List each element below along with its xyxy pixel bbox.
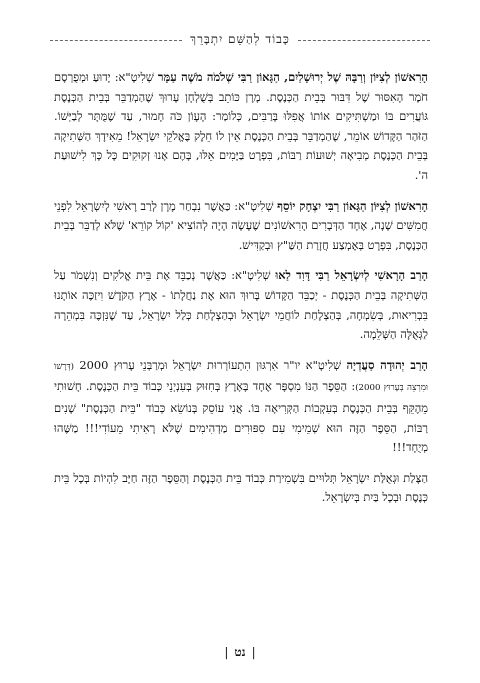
footer-bar-left: | [224,645,229,659]
quote-text-continued: : הַסֵּפֶר הַנּוֹ מִסְפָּר אֶחָד בָּאָרֶץ בְּחִזּוּק בְּעִנְיְנֵי כְּבוֹד בֵּית הַכְּנֶסֶת. חָשׁוּתִי מֵהֶקֵּף בְּבֵית הַכְּנֶסֶת בְּעִקְבוֹת הַקְּרִיאָה בּוֹ. אֲנִי עוֹסֵק בְּנוֹשֵׂא כְּבוֹד "בֵּית הַכְּנֶסֶת" שָׁנִים רַבּוֹת, הַסֵּפֶר הַזֶּה הוּא שְׁמֵימִי עִם סִפּוּרִים מַדְהִימִים שֶׁלֹּא רָאִיתִי מֵעוֹדִי!!! מַשֶּׁהוּ מְיֻחָד!!! [54,379,428,455]
page-footer [0,645,480,660]
parenthetical-note: (דְּרָשׁוֹ וּמִרְצֵה בְּעָרוּץ 2000) [54,361,429,394]
body-text [54,68,428,519]
quote-text: שְׁלִיטָ"א: כַּאֲשֶׁר נְכַבֵּד אֶת בֵּית אֱלֹקִים וְנִשְׁמֹר עַל הַשְּׁתִיקָה בְּבֵית הַכְּנֶסֶת - יְכַבֵּד הַקָּדוֹשׁ בָּרוּךְ הוּא אֶת נַחֲלָתוֹ - אֶרֶץ הַקֹּדֶשׁ וִיזַכֶּה אוֹתָנוּ בִּבְרִיאוּת, בְּשִׂמְחָה, בְּהַצְלָחַת לוֹחֲמֵי יִשְׂרָאֵל וּבְהַצְלָחַת כְּלַל יִשְׂרָאֵל, עַד שֶׁנִּזְכֶּה בִּמְהֵרָה לַגְּאֻלָּה הַשְּׁלֵמָה. [54,268,428,342]
paragraph-rabbi-yosef [54,197,428,256]
quote-text: שְׁלִיטָ"א: כַּאֲשֶׁר נִבְחַר מָרָן לְרַב רָאשִׁי לְיִשְׂרָאֵל לִפְנֵי חֲמִשִּׁים שָׁנָה, אֶחָד הַדְּבָרִים הָרִאשׁוֹנִים שֶׁעָשָׂה הָיָה לְהוֹצִיא 'קוֹל קוֹרֵא' שֶׁלֹּא לְדַבֵּר בְּבֵית הַכְּנֶסֶת, בִּפְרָט בְּאֶמְצַע חֲזָרַת הַשַּׁ"ץ וּבְקַדִּישׁ. [54,198,428,252]
quote-text: שְׁלִיטָ"א: יָדוּעַ וּמְפֻרְסָם חֹמֶר הָאִסּוּר שֶׁל דִּבּוּר בְּבֵית הַכְּנֶסֶת. מָרָן כּוֹתֵב בְּשֻׁלְחָן עָרוּךְ שֶׁהַמְדַבֵּר בְּבֵית הַכְּנֶסֶת גּוֹעֲרִים בּוֹ וּמַשְׁתִּיקִים אוֹתוֹ אֲפִלּוּ בָּרַבִּים, כְּלוֹמַר: הָעָוֹן כֹּה חָמוּר, עַד שֶׁמֻּתָּר לְבַיְּשׁוֹ. הַזֹּהַר הַקָּדוֹשׁ אוֹמֵר, שֶׁהַמְדַבֵּר בְּבֵית הַכְּנֶסֶת אֵין לוֹ חֵלֶק בֶּאֱלֹקֵי יִשְׂרָאֵל! מֵאִידָךְ הַשְּׁתִיקָה בְּבֵית הַכְּנֶסֶת מְבִיאָה יְשׁוּעוֹת רַבּוֹת, בִּפְרָט בַּיָּמִים אֵלּוּ, בָּהֶם אָנוּ זְקוּקִים כָּל כָּךְ לִישׁוּעַת ה'. [54,70,428,182]
header-title: כָּבוֹד לְהַשֵּׁם יִתְבָּרֵךְ [190,31,290,46]
quote-text: שְׁלִיטָ"א יו"ר אִרְגּוּן הִתְעוֹרְרוּת יִשְׂרָאֵל וּמְרַבְּנֵי עָרוּץ 2000 [74,357,347,372]
paragraph-rabbi-amar [54,68,428,186]
speaker-name: הָרַב הָרָאשִׁי לְיִשְׂרָאֵל רַבִּי דָּוִד לַאוּ [275,268,428,283]
running-header [50,30,430,48]
paragraph-rabbi-saadia [54,356,428,458]
header-divider-left [50,40,182,41]
paragraph-closing [54,469,428,508]
speaker-name: הָרַב יְהוּדָה סַעֲדְיָה [346,357,428,372]
header-divider-right [298,40,430,41]
speaker-name: הָרִאשׁוֹן לְצִיּוֹן וְרַבָּהּ שֶׁל יְרוּשָׁלַיִם, הַגָּאוֹן רַבִּי שְׁלֹמֹה מֹשֶׁה עַמָּר [157,70,428,84]
footer-bar-right: | [251,645,256,659]
paragraph-rabbi-lau [54,266,428,344]
page-number: נט [234,645,246,659]
speaker-name: הָרִאשׁוֹן לְצִיּוֹן הַגָּאוֹן רַבִּי יִצְחָק יוֹסֵף [277,198,429,213]
closing-text: הַצָּלַת וּגְאֻלַּת יִשְׂרָאֵל תְּלוּיִים בִּשְׁמִירַת כְּבוֹד בֵּית הַכְּנֶסֶת וְהַסֵּפֶר הַזֶּה חַיָּב לִהְיוֹת בְּכָל בֵּית כְּנֶסֶת וּבְכָל בַּיִת בְּיִשְׂרָאֵל. [54,470,428,505]
